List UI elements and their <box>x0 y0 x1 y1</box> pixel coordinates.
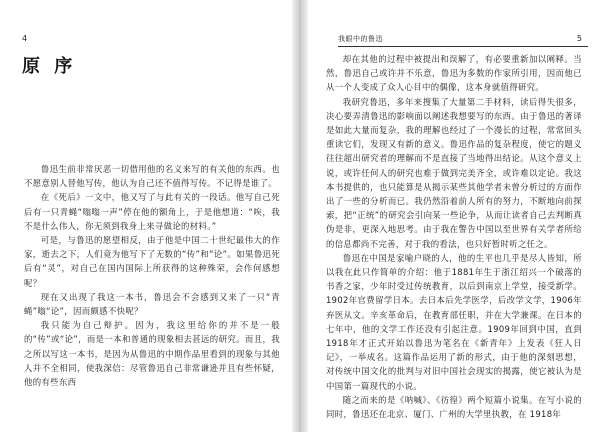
left-paragraph: 鲁迅生前非常厌恶一切借用他的名义来写的有关他的东西。也不愿意别人替他写传，他认为自己还不值得写传。不记得是谁了。 <box>24 164 280 189</box>
right-paragraph: 随之而来的是《呐喊》、《彷徨》两个短篇小说集。在写小说的同时，鲁迅还在北京、厦门、广州的大学里执教，在 1918年 <box>326 394 582 420</box>
right-paragraph: 却在其他的过程中被提出和误解了，有必要重新加以阐释。当然，鲁迅自己或许并不乐意，鲁迅为多数的作家所引用，因而他已从一个人变成了众人心目中的偶像，这本身就值得研究。 <box>326 54 582 93</box>
right-page-number: 5 <box>576 34 582 43</box>
right-paragraph: 我研究鲁迅，多年来搜集了大量第二手材料，读后得失很多，决心要弄清鲁迅的影响面以阐述我想要写的东西。由于鲁迅的著译是如此大量而复杂，我的理解也经过了一个漫长的过程，常常回头重读它们，发现又有新的意义。鲁迅作品的复杂程度，使它的题义往往超出研究者的理解而不是直接了当地得出结论。从这个意义上说，或许任何人的研究也难于做到完美齐全，或许难以定论。我这本书提供的，也只能算是从揭示某些其他学者未曾分析过的方面作出了一些的分析而已。我仍然沿着前人所有的努力，不断地向前探索，把“正统”的研究会引向某一些论争，从而让读者自己去判断真伪是非，更深入地思考。由于我在警告中国以至世界有关学者所给的信息都尚不完善，对于我的看法，也只好暂时听之任之。 <box>326 96 582 249</box>
left-page <box>0 0 292 432</box>
left-page-number: 4 <box>22 34 28 43</box>
chapter-title: 原 序 <box>22 56 77 77</box>
left-page-body <box>24 162 280 389</box>
left-paragraph: 可是，与鲁迅的愿望相反，由于他是中国二十世纪最伟大的作家，逝去之下，人们竟为他写下了无数的“传”和“论”。如果鲁迅死后有“灵”，对自己在国内国际上所获得的这种殊荣，会作何感想呢？ <box>24 235 280 288</box>
right-paragraph: 鲁迅在中国是家喻户晓的人，他的生平也几乎是尽人皆知，所以我在此只作简单的介绍：他于1881年生于浙江绍兴一个破落的书香之家，少年时受过传统教育，以后到南京上学堂，接受新学。1902年官费留学日本。去日本后先学医学，后改学文学，1906年弃医从文。辛亥革命后，在教育部任职，并在大学兼课。在日本的七年中，他的文学工作还没有引起注意。1909年回到中国，直到1918年才正式开始以鲁迅为笔名在《新青年》上发表《狂人日记》，一举成名。这篇作品运用了新的形式，由于他的深刻思想，对传统中国文化的批判与对旧中国社会现实的揭露，使它被认为是中国第一篇现代的小说。 <box>326 252 582 391</box>
left-paragraph: 在《死后》一文中，他又写了与此有关的一段话。他写自己死后有一只青蝇“嗡嗡一声”停在他的额角上，于是他想道：“唉，我不是什么伟人，你无须到我身上来寻做论的材料。” <box>24 192 280 231</box>
header-rule <box>338 46 588 47</box>
book-spine-gutter <box>292 0 308 432</box>
running-header: 我眼中的鲁迅 <box>338 35 383 43</box>
left-paragraph: 现在又出现了我这一本书，鲁迅会不会感到又来了一只“青蝇”嗡“论”，因而颇感不快呢？ <box>24 291 280 317</box>
right-page-body <box>326 52 582 421</box>
right-page <box>308 0 600 432</box>
left-paragraph: 我只能为自己辩护。因为，我这里给你的并不是一般的“传”或“论”，而是一本和普通的现象相去甚远的研究。而且，我之所以写这一本书，是因为从鲁迅的中期作品里看到的现象与其他人并不全相同，使我深信：尽管鲁迅自己非常谦逊并且有些怀疑，他的有些东西 <box>24 320 280 388</box>
